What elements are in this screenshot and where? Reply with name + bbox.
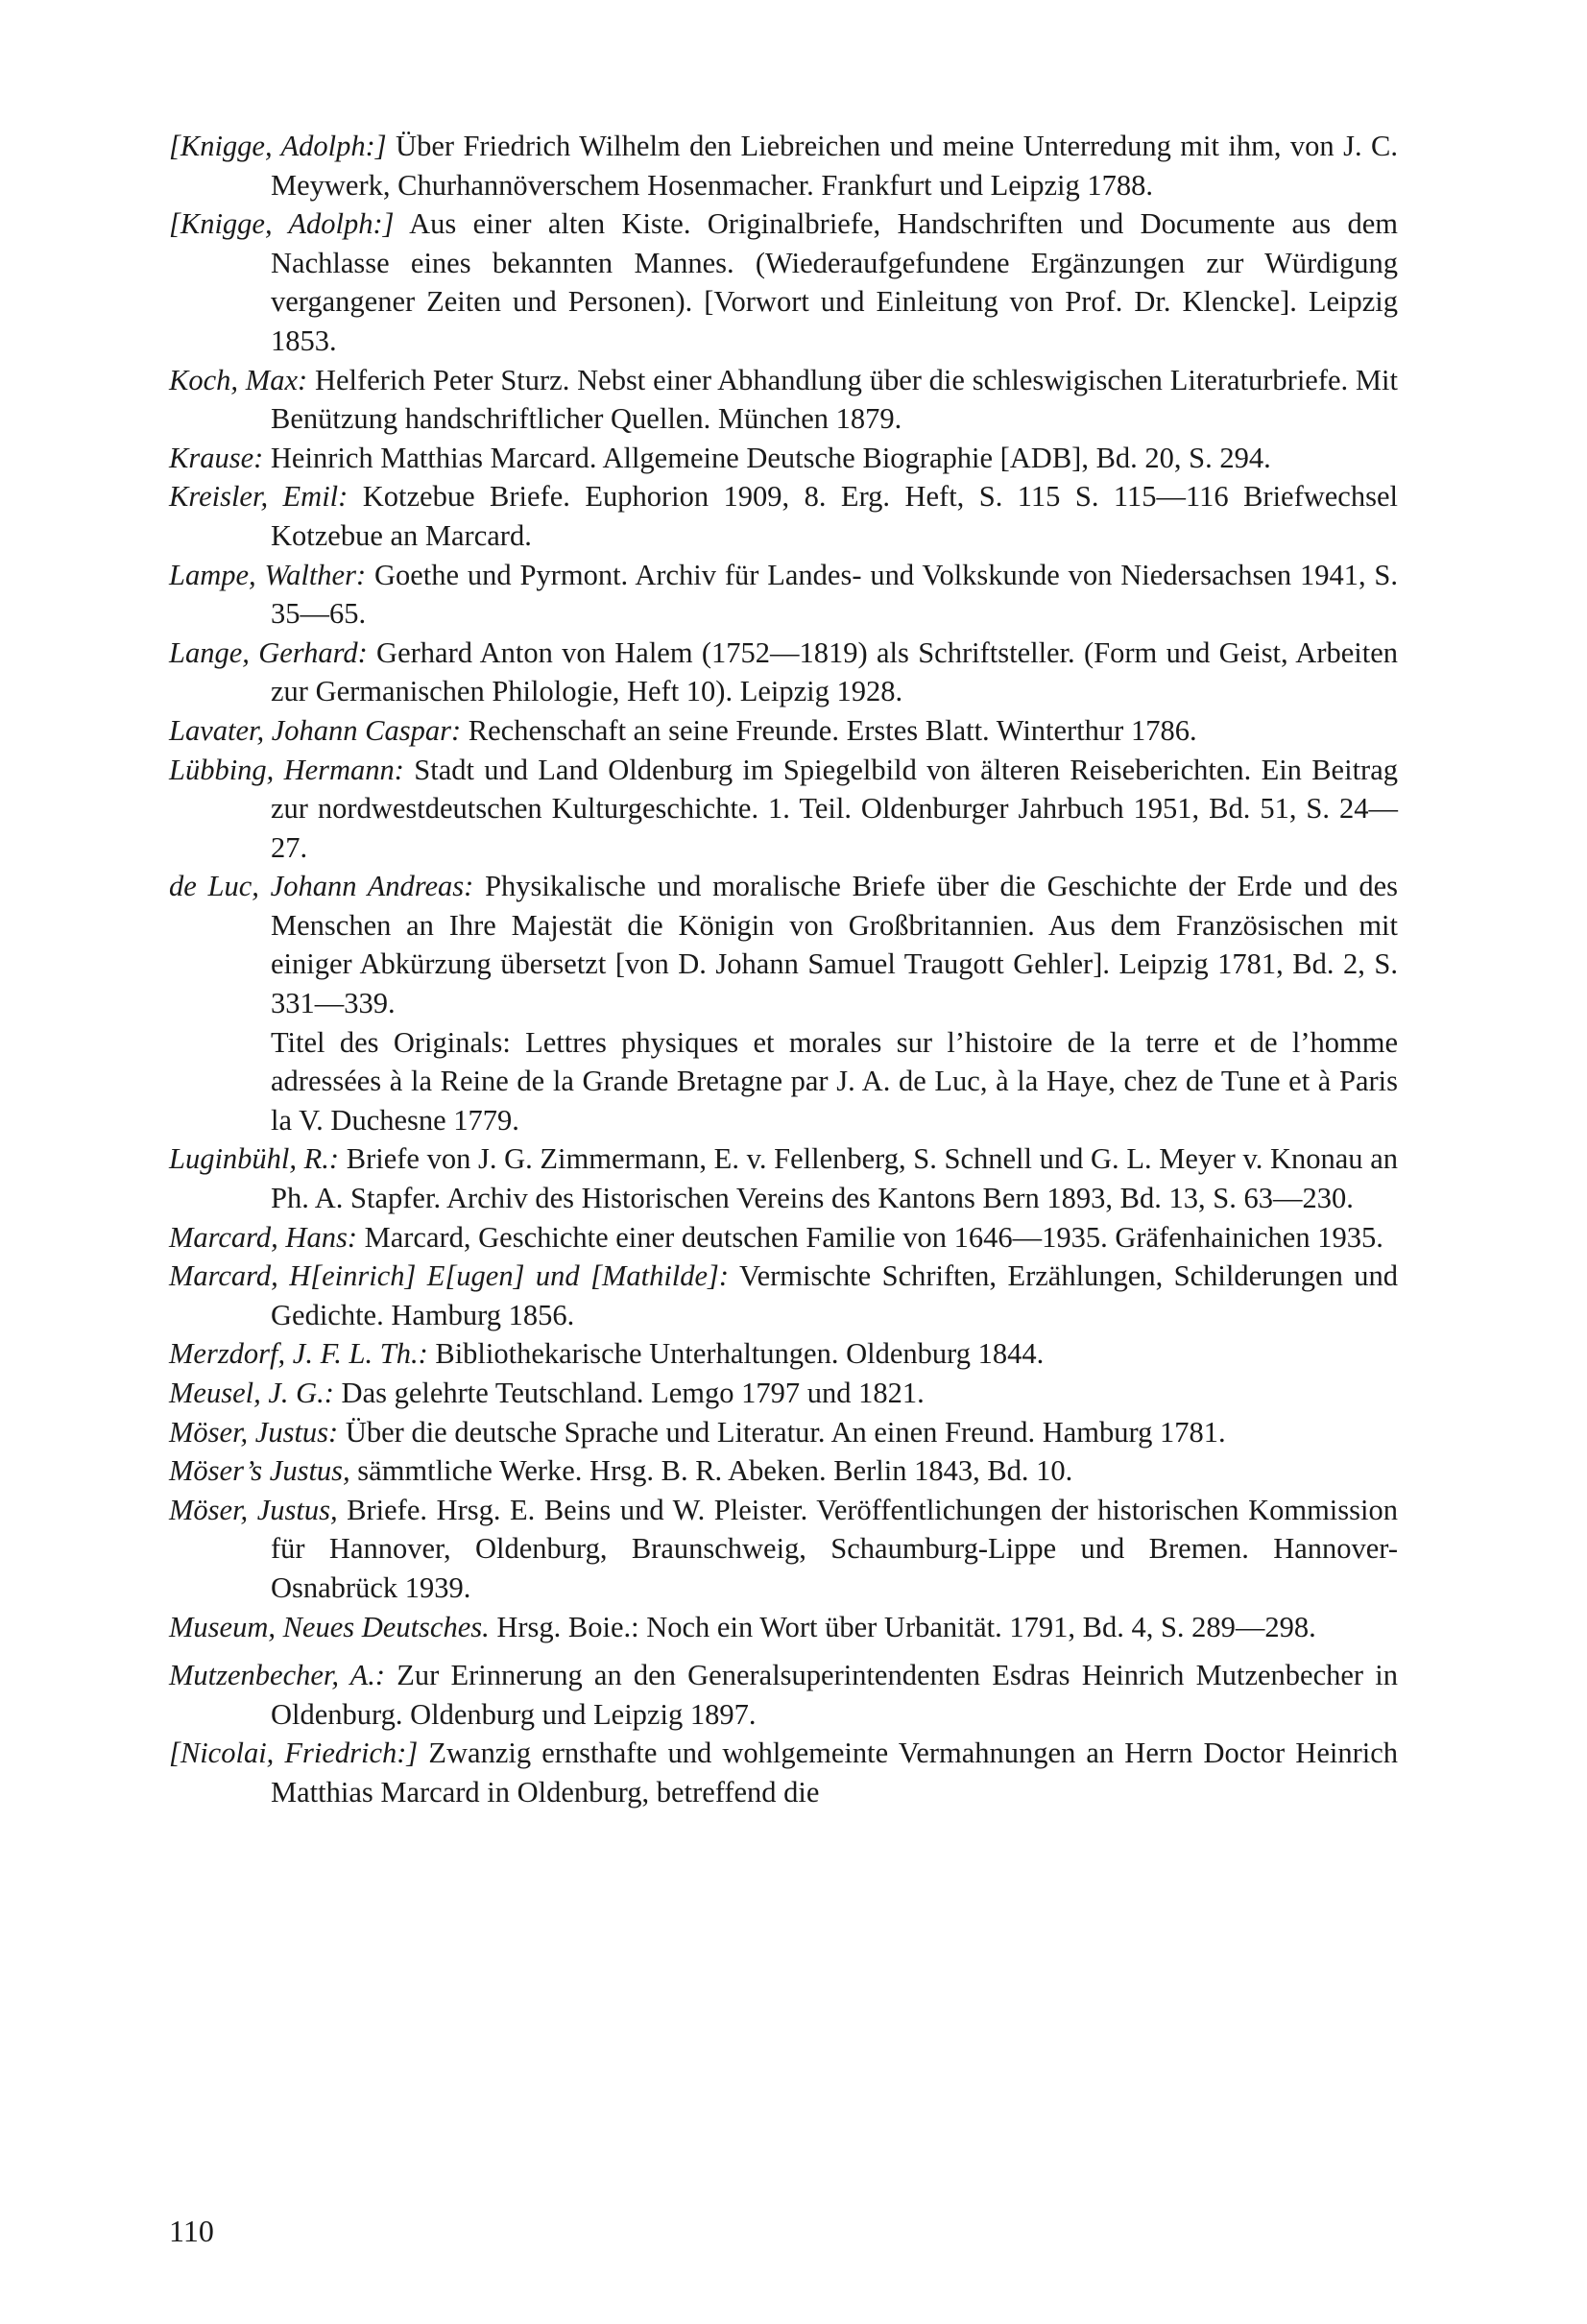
entry-text: Goethe und Pyrmont. Archiv für Landes- und Volkskunde von Niedersachsen 1941, S. 35—65. <box>271 558 1398 631</box>
bibliography-entry <box>169 1734 1398 1811</box>
entry-text: Das gelehrte Teutschland. Lemgo 1797 und 1821. <box>333 1377 925 1409</box>
bibliography-entry <box>169 477 1398 555</box>
entry-author: [Nicolai, Friedrich:] <box>169 1737 419 1770</box>
bibliography-entry <box>169 1139 1398 1217</box>
bibliography-entry <box>169 634 1398 711</box>
page-number: 110 <box>169 2214 214 2248</box>
bibliography-entry <box>169 439 1398 478</box>
entry-author: Marcard, Hans: <box>169 1220 357 1254</box>
entry-author: Luginbühl, R.: <box>169 1142 340 1176</box>
entry-continuation: Titel des Originals: Lettres physiques et morales sur l’histoire de la terre et de l’homme adressées à la Reine de la Grande Bretagne par J. A. de Luc, à la Haye, chez de Tune et à Paris la V. Duchesne 1779. <box>271 1025 1398 1137</box>
bibliography-entry <box>169 1413 1398 1452</box>
entry-text: Rechenschaft an seine Freunde. Erstes Blatt. Winterthur 1786. <box>461 713 1197 747</box>
entry-author: Möser’s Justus, <box>169 1454 350 1488</box>
entry-author: Lange, Gerhard: <box>169 635 368 669</box>
entry-text: Kotzebue Briefe. Euphorion 1909, 8. Erg. Heft, S. 115 S. 115—116 Briefwechsel Kotzebue an Marcard. <box>271 480 1398 552</box>
entry-author: Lavater, Johann Caspar: <box>169 713 462 747</box>
entry-author: Merzdorf, J. F. L. Th.: <box>169 1337 428 1371</box>
entry-author: [Knigge, Adolph:] <box>169 130 387 162</box>
entry-author: Koch, Max: <box>169 363 308 396</box>
entry-text: Zwanzig ernsthafte und wohlgemeinte Vermahnungen an Herrn Doctor Heinrich Matthias Marcard in Oldenburg, betreffend die <box>271 1737 1398 1809</box>
entry-author: Möser, Justus: <box>169 1415 339 1449</box>
entry-text: Briefe. Hrsg. E. Beins und W. Pleister. Veröffentlichungen der historischen Kommission für Hannover, Oldenburg, Braunschweig, Schaumburg-Lippe und Bremen. Hannover-Osnabrück 1939. <box>271 1493 1398 1604</box>
bibliography-entry <box>169 867 1398 1022</box>
entry-author: Museum, Neues Deutsches. <box>169 1610 490 1643</box>
bibliography-entry <box>169 556 1398 634</box>
bibliography-entry <box>169 1491 1398 1608</box>
bibliography-entry <box>169 1608 1398 1647</box>
entry-text: Aus einer alten Kiste. Originalbriefe, Handschriften und Documente aus dem Nachlasse eines bekannten Mannes. (Wiederaufgefundene Ergänzungen zur Würdigung vergangener Zeiten und Personen). [Vorwort und Einleitung von Prof. Dr. Klencke]. Leipzig 1853. <box>271 207 1398 357</box>
entry-text: sämmtliche Werke. Hrsg. B. R. Abeken. Berlin 1843, Bd. 10. <box>349 1454 1073 1488</box>
entry-text: Vermischte Schriften, Erzählungen, Schilderungen und Gedichte. Hamburg 1856. <box>271 1259 1398 1331</box>
entry-text: Gerhard Anton von Halem (1752—1819) als Schriftsteller. (Form und Geist, Arbeiten zur Germanischen Philologie, Heft 10). Leipzig 1928. <box>271 635 1399 708</box>
entry-text: Physikalische und moralische Briefe über die Geschichte der Erde und des Menschen an Ihre Majestät die Königin von Großbritannien. Aus dem Französischen mit einiger Abkürzung übersetzt [von D. Johann Samuel Traugott Gehler]. Leipzig 1781, Bd. 2, S. 331—339. <box>271 870 1398 1020</box>
bibliography-entry <box>169 127 1398 204</box>
bibliography-entry <box>169 1218 1398 1258</box>
bibliography-list <box>169 127 1398 1812</box>
entry-author: [Knigge, Adolph:] <box>169 207 395 241</box>
entry-author: de Luc, Johann Andreas: <box>169 870 474 903</box>
entry-text: Über Friedrich Wilhelm den Liebreichen und meine Unterredung mit ihm, von J. C. Meywerk, Churhannöverschem Hosenmacher. Frankfurt und Leipzig 1788. <box>271 130 1398 202</box>
bibliography-entry <box>169 1451 1398 1491</box>
entry-author: Möser, Justus, <box>169 1493 338 1526</box>
bibliography-entry <box>169 361 1398 439</box>
bibliography-entry <box>169 1656 1398 1734</box>
bibliography-entry <box>169 1374 1398 1413</box>
entry-text: Hrsg. Boie.: Noch ein Wort über Urbanität. 1791, Bd. 4, S. 289—298. <box>489 1610 1316 1643</box>
bibliography-entry <box>169 1334 1398 1374</box>
bibliography-entry <box>169 711 1398 751</box>
entry-author: Meusel, J. G.: <box>169 1377 334 1409</box>
entry-text: Bibliothekarische Unterhaltungen. Oldenburg 1844. <box>427 1337 1045 1371</box>
entry-author: Marcard, H[einrich] E[ugen] und [Mathilde]: <box>169 1259 730 1293</box>
bibliography-entry <box>169 751 1398 868</box>
entry-author: Lampe, Walther: <box>169 558 367 591</box>
entry-author: Mutzenbecher, A.: <box>169 1659 386 1692</box>
entry-text: Stadt und Land Oldenburg im Spiegelbild von älteren Reiseberichten. Ein Beitrag zur nordwestdeutschen Kulturgeschichte. 1. Teil. Oldenburger Jahrbuch 1951, Bd. 51, S. 24—27. <box>271 753 1398 864</box>
entry-author: Krause: <box>169 441 264 474</box>
entry-text: Marcard, Geschichte einer deutschen Familie von 1646—1935. Gräfenhainichen 1935. <box>356 1220 1383 1254</box>
entry-text: Helferich Peter Sturz. Nebst einer Abhandlung über die schleswigischen Literaturbriefe. Mit Benützung handschriftlicher Quellen. München 1879. <box>271 363 1399 436</box>
entry-text: Über die deutsche Sprache und Literatur. An einen Freund. Hamburg 1781. <box>338 1415 1226 1449</box>
entry-text: Heinrich Matthias Marcard. Allgemeine Deutsche Biographie [ADB], Bd. 20, S. 294. <box>263 441 1271 474</box>
bibliography-entry <box>169 204 1398 360</box>
entry-author: Lübbing, Hermann: <box>169 753 404 786</box>
bibliography-entry <box>169 1257 1398 1334</box>
entry-text: Briefe von J. G. Zimmermann, E. v. Fellenberg, S. Schnell und G. L. Meyer v. Knonau an Ph. A. Stapfer. Archiv des Historischen Vereins des Kantons Bern 1893, Bd. 13, S. 63—230. <box>271 1142 1398 1215</box>
entry-author: Kreisler, Emil: <box>169 480 349 514</box>
entry-text: Zur Erinnerung an den Generalsuperintendenten Esdras Heinrich Mutzenbecher in Oldenburg. Oldenburg und Leipzig 1897. <box>271 1659 1398 1731</box>
